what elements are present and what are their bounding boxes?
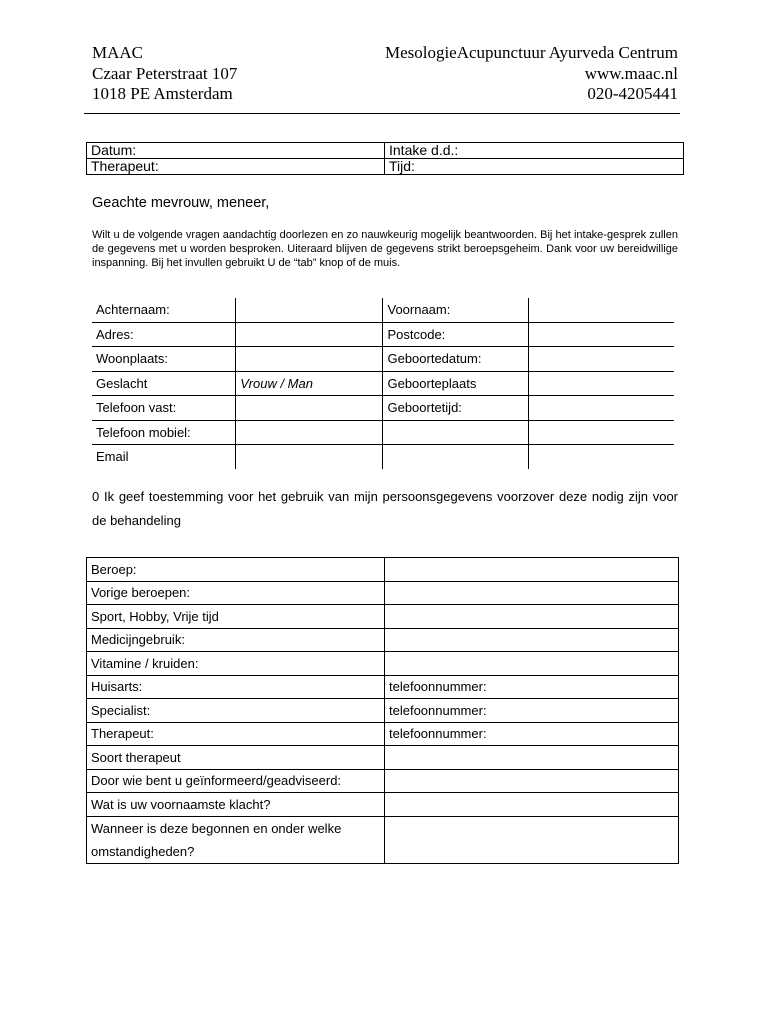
field-input[interactable]	[236, 420, 383, 445]
field-label: Adres:	[92, 322, 236, 347]
info-row	[87, 581, 679, 605]
info-row	[87, 746, 679, 770]
info-row	[87, 558, 679, 582]
personal-row	[92, 322, 674, 347]
info-row	[87, 605, 679, 629]
datum-field[interactable]: Datum:	[87, 143, 385, 159]
info-input[interactable]	[385, 793, 679, 817]
field-input[interactable]	[236, 347, 383, 372]
info-input[interactable]: telefoonnummer:	[385, 675, 679, 699]
intake-field[interactable]: Intake d.d.:	[385, 143, 684, 159]
field-label: Achternaam:	[92, 298, 236, 322]
info-label: Wat is uw voornaamste klacht?	[87, 793, 385, 817]
field-input[interactable]	[528, 396, 674, 421]
info-label: Vitamine / kruiden:	[87, 652, 385, 676]
field-label: Voornaam:	[383, 298, 528, 322]
info-label: Beroep:	[87, 558, 385, 582]
info-row	[87, 769, 679, 793]
personal-row	[92, 347, 674, 372]
info-label: Vorige beroepen:	[87, 581, 385, 605]
org-name: MAAC	[92, 43, 144, 62]
intro-paragraph: Wilt u de volgende vragen aandachtig doorlezen en zo nauwkeurig mogelijk beantwoorden. Bij het intake-gesprek zullen de gegevens met u worden besproken. Uiteraard blijven de gegevens strikt beroepsgeheim. Dank voor uw bereidwillige inspanning. Bij het invullen gebruikt U de “tab” knop of de muis.	[92, 229, 678, 269]
info-row	[87, 628, 679, 652]
salutation: Geachte mevrouw, meneer,	[92, 195, 270, 211]
consent-checkbox-text[interactable]: 0 Ik geef toestemming voor het gebruik van mijn persoonsgegevens voorzover deze nodig zijn voor de behandeling	[92, 489, 678, 528]
personal-row	[92, 298, 674, 322]
field-input[interactable]	[236, 322, 383, 347]
info-row	[87, 675, 679, 699]
info-label: Medicijngebruik:	[87, 628, 385, 652]
info-input[interactable]: telefoonnummer:	[385, 722, 679, 746]
field-input[interactable]	[236, 298, 383, 322]
field-input[interactable]	[236, 396, 383, 421]
therapeut-field[interactable]: Therapeut:	[87, 159, 385, 175]
info-label: Therapeut:	[87, 722, 385, 746]
field-input[interactable]	[528, 298, 674, 322]
field-label: Telefoon mobiel:	[92, 420, 236, 445]
info-row	[87, 652, 679, 676]
field-label	[383, 420, 528, 445]
field-label: Telefoon vast:	[92, 396, 236, 421]
field-input[interactable]	[528, 347, 674, 372]
info-input[interactable]: telefoonnummer:	[385, 699, 679, 723]
info-label: Sport, Hobby, Vrije tijd	[87, 605, 385, 629]
personal-row	[92, 445, 674, 469]
personal-details-table	[92, 298, 674, 469]
letterhead-contact	[385, 43, 678, 105]
field-input[interactable]	[528, 371, 674, 396]
info-input[interactable]	[385, 605, 679, 629]
field-label: Geboorteplaats	[383, 371, 528, 396]
field-input[interactable]	[236, 445, 383, 469]
info-input[interactable]	[385, 581, 679, 605]
letterhead-address	[92, 43, 237, 105]
field-label: Woonplaats:	[92, 347, 236, 372]
info-input[interactable]	[385, 628, 679, 652]
org-city: 1018 PE Amsterdam	[92, 84, 233, 103]
info-label: Wanneer is deze begonnen en onder welke omstandigheden?	[87, 816, 385, 863]
info-label: Huisarts:	[87, 675, 385, 699]
org-street: Czaar Peterstraat 107	[92, 63, 238, 83]
admin-table	[86, 142, 684, 175]
info-row	[87, 816, 679, 863]
field-label: Postcode:	[383, 322, 528, 347]
field-label: Geslacht	[92, 371, 236, 396]
org-fullname: MesologieAcupunctuur Ayurveda Centrum	[384, 43, 678, 62]
field-label: Geboortedatum:	[383, 347, 528, 372]
info-input[interactable]	[385, 558, 679, 582]
personal-row	[92, 396, 674, 421]
field-label: Geboortetijd:	[383, 396, 528, 421]
field-input[interactable]	[528, 420, 674, 445]
info-input[interactable]	[385, 652, 679, 676]
personal-row	[92, 420, 674, 445]
field-label	[383, 445, 528, 469]
field-label: Email	[92, 445, 236, 469]
field-input[interactable]	[528, 322, 674, 347]
org-phone: 020-4205441	[587, 84, 678, 103]
info-row	[87, 699, 679, 723]
field-input[interactable]	[528, 445, 674, 469]
header-divider	[84, 113, 680, 114]
org-website: www.maac.nl	[584, 63, 678, 83]
info-row	[87, 793, 679, 817]
gender-choice[interactable]: Vrouw / Man	[236, 371, 383, 396]
info-label: Door wie bent u geïnformeerd/geadviseerd:	[87, 769, 385, 793]
tijd-field[interactable]: Tijd:	[385, 159, 684, 175]
info-label: Specialist:	[87, 699, 385, 723]
info-input[interactable]	[385, 746, 679, 770]
background-info-table	[86, 557, 679, 864]
personal-row	[92, 371, 674, 396]
info-row	[87, 722, 679, 746]
info-input[interactable]	[385, 816, 679, 863]
info-input[interactable]	[385, 769, 679, 793]
info-label: Soort therapeut	[87, 746, 385, 770]
